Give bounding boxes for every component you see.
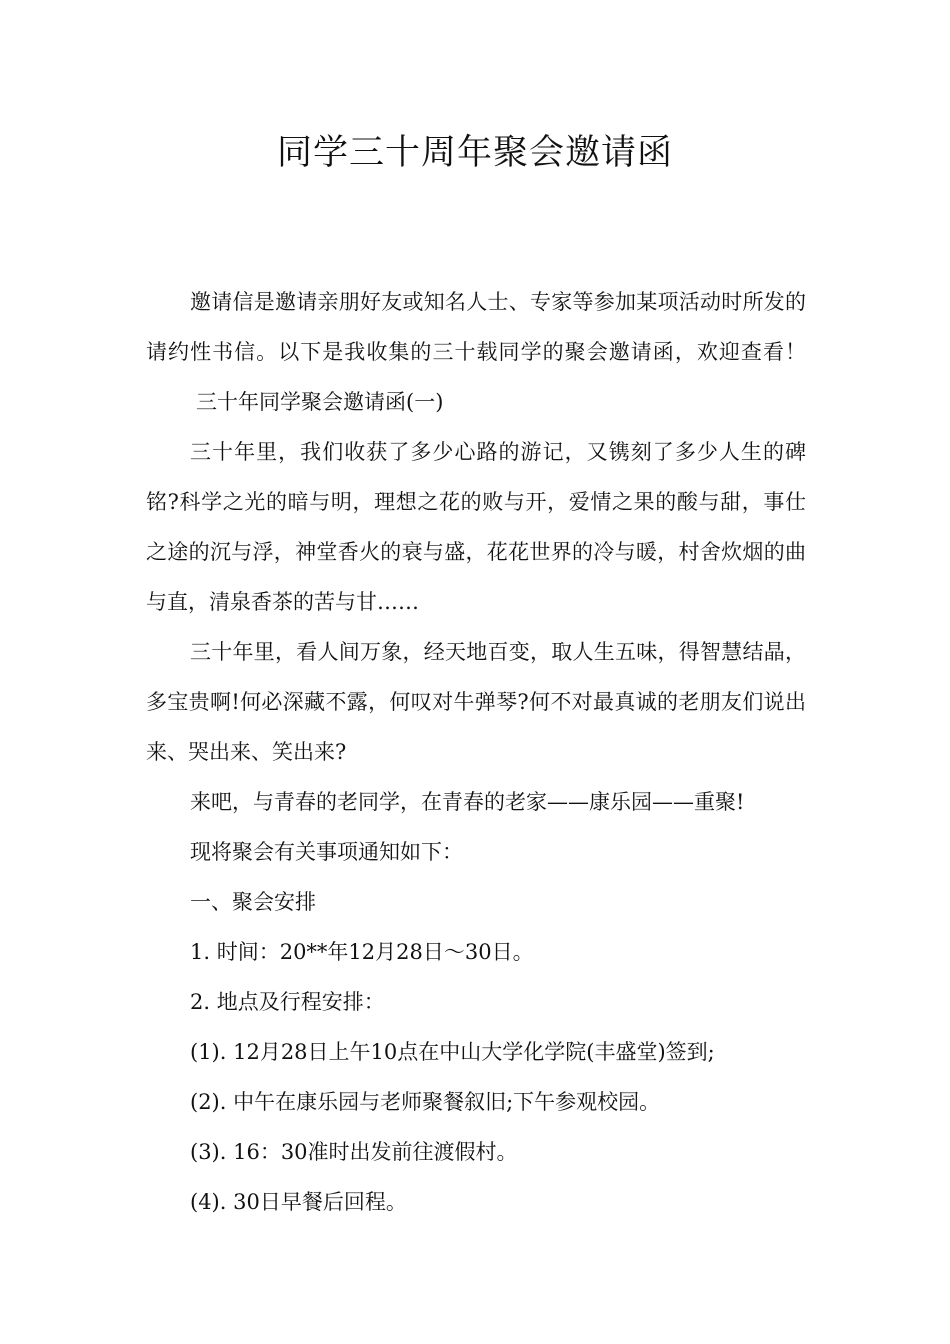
list-item-location: 2. 地点及行程安排： (190, 990, 385, 1014)
schedule-item-4: (4). 30日早餐后回程。 (190, 1190, 407, 1214)
schedule-item-2: (2). 中午在康乐园与老师聚餐叙旧;下午参观校园。 (190, 1090, 661, 1114)
paragraph-2: 三十年里，看人间万象，经天地百变，取人生五味，得智慧结晶，多宝贵啊!何必深藏不露，何叹对牛弹琴?何不对最真诚的老朋友们说出来、哭出来、笑出来? (146, 640, 806, 764)
section-heading-1: 三十年同学聚会邀请函(一) (196, 390, 444, 414)
schedule-item-1: (1). 12月28日上午10点在中山大学化学院(丰盛堂)签到; (190, 1040, 715, 1064)
intro-text: 邀请信是邀请亲朋好友或知名人士、专家等参加某项活动时所发的请约性书信。以下是我收集的三十载同学的聚会邀请函，欢迎查看！ (146, 290, 806, 364)
schedule-item-3: (3). 16：30准时出发前往渡假村。 (190, 1140, 518, 1164)
section-heading-arrangement: 一、聚会安排 (190, 890, 316, 914)
paragraph-1: 三十年里，我们收获了多少心路的游记，又镌刻了多少人生的碑铭?科学之光的暗与明，理想之花的败与开，爱情之果的酸与甜，事仕之途的沉与浮，神堂香火的衰与盛，花花世界的冷与暖，村舍炊烟的曲与直，清泉香茶的苦与甘…… (146, 440, 806, 614)
list-item-time: 1. 时间：20**年12月28日～30日。 (190, 940, 534, 964)
intro-paragraph (146, 277, 806, 427)
document-body (146, 277, 806, 1227)
paragraph-3: 来吧，与青春的老同学，在青春的老家——康乐园——重聚! (190, 790, 745, 814)
document-title: 同学三十周年聚会邀请函 (276, 133, 673, 173)
paragraph-4: 现将聚会有关事项通知如下： (190, 840, 463, 864)
